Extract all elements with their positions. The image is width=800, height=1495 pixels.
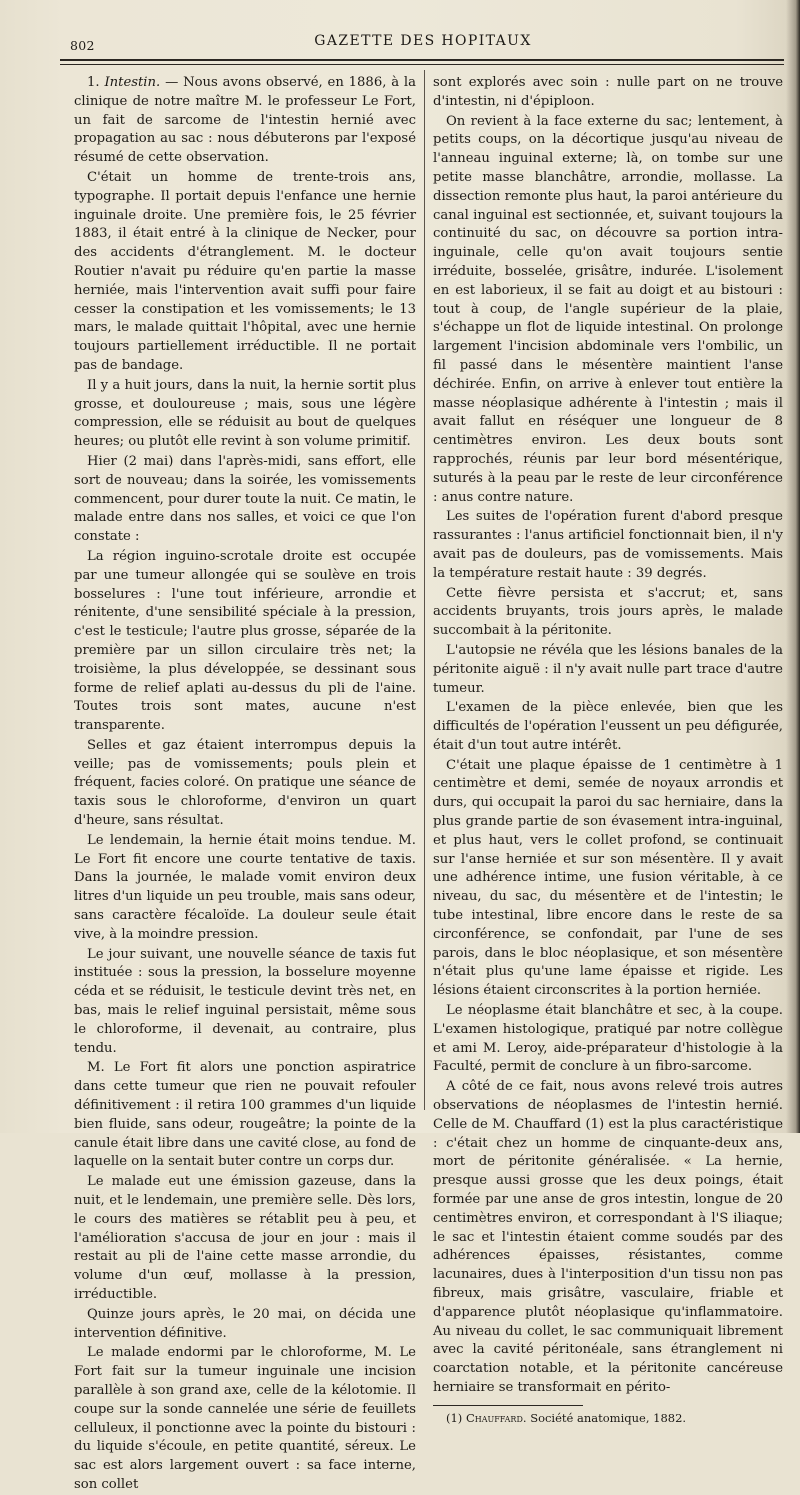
body-paragraph: C'était une plaque épaisse de 1 centimètre à 1 centimètre et demi, semée de noyaux arrondis et durs, qui occupait la paroi du sac herniaire, dans la plus grande partie de son évasement intra-inguinal, et plus haut, vers le collet profond, se continuait sur l'anse herniée et sur son mésentère. Il y avait une adhérence intime, une fusion véritable, à ce niveau, du sac, du mésentère et de l'intestin; le tube intestinal, libre encore dans le reste de sa circonférence, se confondait, par l'une de ses parois, dans le bloc néoplasique, et son mésentère n'était plus qu'une lame épaisse et rigide. Les lésions étaient circonscrites à la portion herniée. <box>433 757 783 999</box>
section-title: Intestin. <box>104 75 161 90</box>
body-paragraph: M. Le Fort fit alors une ponction aspiratrice dans cette tumeur que rien ne pouvait refouler définitivement : il retira 100 grammes d'un liquide bien fluide, sans odeur, rougeâtre; la pointe de la canule était libre dans une cavité close, au fond de laquelle on la sentait buter contre un corps dur. <box>74 1060 416 1170</box>
body-paragraph: Le jour suivant, une nouvelle séance de taxis fut instituée : sous la pression, la bosselure moyenne céda et se réduisit, le testicule devint très net, en bas, mais le relief inguinal persistait, même sous le chloroforme, il devenait, au contraire, plus tendu. <box>74 946 416 1056</box>
body-paragraph: Le malade eut une émission gazeuse, dans la nuit, et le lendemain, une première selle. Dès lors, le cours des matières se rétablit peu à peu, et l'amélioration s'accusa de jour en jour : mais il restait au pli de l'aine cette masse arrondie, du volume d'un œuf, mollasse à la pression, irréductible. <box>74 1174 416 1302</box>
body-paragraph: Le malade endormi par le chloroforme, M. Le Fort fait sur la tumeur inguinale une incision parallèle à son grand axe, celle de la kélotomie. Il coupe sur la sonde cannelée une série de feuillets celluleux, il ponctionne avec la pointe du bistouri : du liquide s'écoule, en petite quantité, séreux. Le sac est alors largement ouvert : sa face interne, son collet <box>74 1345 416 1492</box>
column-divider <box>424 70 425 1110</box>
journal-title: GAZETTE DES HOPITAUX <box>314 33 532 49</box>
body-paragraph: C'était un homme de trente-trois ans, typographe. Il portait depuis l'enfance une hernie inguinale droite. Une première fois, le 25 février 1883, il était entré à la clinique de Necker, pour des accidents d'étranglement. M. le docteur Routier n'avait pu réduire qu'en partie la masse herniée, mais l'intervention avait suffi pour faire cesser la constipation et les vomissements; le 13 mars, le malade quittait l'hôpital, avec une hernie toujours partiellement irréductible. Il ne portait pas de bandage. <box>74 169 416 373</box>
body-paragraph: Il y a huit jours, dans la nuit, la hernie sortit plus grosse, et douloureuse ; mais, sous une légère compression, elle se réduisit au bout de quelques heures; ou plutôt elle revint à son volume primitif. <box>74 377 416 450</box>
header-rule-thick <box>60 59 784 61</box>
header-rule-thin <box>60 64 784 65</box>
left-column <box>74 74 416 1495</box>
footnote-rule <box>433 1405 583 1406</box>
body-paragraph: Quinze jours après, le 20 mai, on décida une intervention définitive. <box>74 1306 416 1341</box>
body-paragraph: A côté de ce fait, nous avons relevé trois autres observations de néoplasmes de l'intestin hernié. Celle de M. Chauffard (1) est la plus caractéristique : c'était chez un homme de cinquante-deux ans, mort de péritonite généralisée. « La hernie, presque aussi grosse que les deux poings, était formée par une anse de gros intestin, longue de 20 centimètres environ, et correspondant à l'S iliaque; le sac et l'intestin étaient comme soudés par des adhérences épaisses, résistantes, comme lacunaires, dues à l'interposition d'un tissu non pas fibreux, mais grisâtre, vasculaire, friable et d'apparence plutôt néoplasique qu'inflammatoire. Au niveau du collet, le sac communiquait librement avec la cavité péritonéale, sans étranglement ni coarctation notable, et la péritonite cancéreuse herniaire se transformait en périto- <box>433 1079 783 1395</box>
body-paragraph: Le lendemain, la hernie était moins tendue. M. Le Fort fit encore une courte tentative de taxis. Dans la journée, le malade vomit environ deux litres d'un liquide un peu trouble, mais sans odeur, sans caractère fécaloïde. La douleur seule était vive, à la moindre pression. <box>74 832 416 942</box>
body-paragraph: L'autopsie ne révéla que les lésions banales de la péritonite aiguë : il n'y avait nulle part trace d'autre tumeur. <box>433 642 783 696</box>
body-paragraph: La région inguino-scrotale droite est occupée par une tumeur allongée qui se soulève en trois bosselures : l'une tout inférieure, arrondie et rénitente, d'une sensibilité spéciale à la pression, c'est le testicule; l'autre plus grosse, séparée de la première par un sillon circulaire très net; la troisième, la plus développée, se dessinant sous forme de relief aplati au-dessus du pli de l'aine. Toutes trois sont mates, aucune n'est transparente. <box>74 548 416 734</box>
section-intro-paragraph <box>74 74 416 168</box>
right-column <box>433 74 783 1426</box>
body-paragraph: Le néoplasme était blanchâtre et sec, à la coupe. L'examen histologique, pratiqué par notre collègue et ami M. Leroy, aide-préparateur d'histologie à la Faculté, permit de conclure à un fibro-sarcome. <box>433 1003 783 1075</box>
page-header <box>62 30 784 56</box>
body-paragraph: Hier (2 mai) dans l'après-midi, sans effort, elle sort de nouveau; dans la soirée, les vomissements commencent, pour durer toute la nuit. Ce matin, le malade entre dans nos salles, et voici ce que l'on constate : <box>74 453 416 545</box>
section-number: 1. <box>87 75 100 90</box>
footnote-text: Société anatomique, 1882. <box>530 1410 687 1425</box>
page-edge-shadow <box>786 0 800 1133</box>
footnote <box>433 1411 783 1426</box>
page-number: 802 <box>70 38 95 53</box>
section-intro-text: — Nous avons observé, en 1886, à la clinique de notre maître M. le professeur Le Fort, un fait de sarcome de l'intestin hernié avec propagation au sac : nous débuterons par l'exposé résumé de cette observation. <box>74 75 417 166</box>
footnote-author: Chauffard. <box>465 1410 527 1425</box>
continuation-paragraph: sont explorés avec soin : nulle part on ne trouve d'intestin, ni d'épiploon. <box>433 75 783 109</box>
footnote-marker: (1) <box>446 1410 463 1425</box>
body-paragraph: Selles et gaz étaient interrompus depuis la veille; pas de vomissements; pouls plein et fréquent, facies coloré. On pratique une séance de taxis sous le chloroforme, d'environ un quart d'heure, sans résultat. <box>74 737 416 829</box>
body-paragraph: On revient à la face externe du sac; lentement, à petits coups, on la décortique jusqu'au niveau de l'anneau inguinal externe; là, on tombe sur une petite masse blanchâtre, arrondie, mollasse. La dissection remonte plus haut, la paroi antérieure du canal inguinal est sectionnée, et, suivant toujours la continuité du sac, on découvre sa portion intra-inguinale, celle qu'on avait toujours sentie irréduite, bosselée, grisâtre, indurée. L'isolement en est laborieux, il se fait au doigt et au bistouri : tout à coup, de l'angle supérieur de la plaie, s'échappe un flot de liquide intestinal. On prolonge largement l'incision abdominale vers l'ombilic, un fil passé dans le mésentère maintient l'anse déchirée. Enfin, on arrive à enlever tout entière la masse néoplasique adhérente à l'intestin ; mais il avait fallut en réséquer une longueur de 8 centimètres environ. Les deux bouts sont rapprochés, réunis par leur bord mésentérique, suturés à la peau par le reste de leur circonférence : anus contre nature. <box>433 113 783 505</box>
body-paragraph: Cette fièvre persista et s'accrut; et, sans accidents bruyants, trois jours après, le malade succombait à la péritonite. <box>433 585 783 639</box>
body-paragraph: L'examen de la pièce enlevée, bien que les difficultés de l'opération l'eussent un peu défigurée, était d'un tout autre intérêt. <box>433 700 783 753</box>
body-paragraph: Les suites de l'opération furent d'abord presque rassurantes : l'anus artificiel fonctionnait bien, il n'y avait pas de douleurs, pas de vomissements. Mais la température restait haute : 39 degrés. <box>433 509 783 581</box>
